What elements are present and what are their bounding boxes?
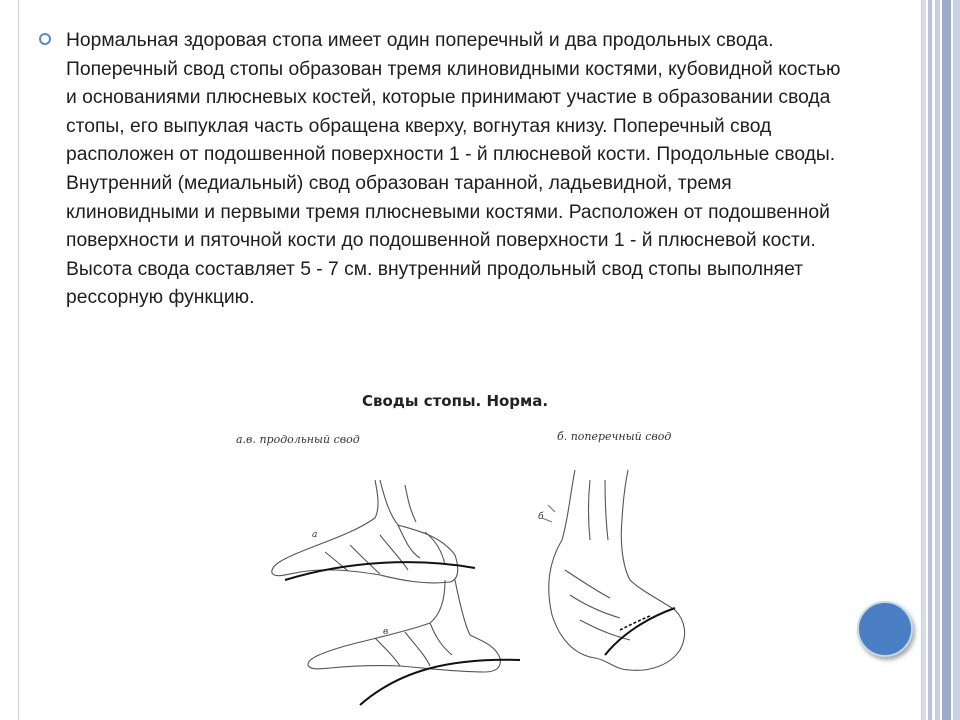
marker-a: а [312,530,318,540]
arch-curve-a [285,562,475,580]
body-paragraph: Нормальная здоровая стопа имеет один поперечный и два продольных свода. Поперечный свод стопы образован тремя клиновидными костями, кубовидной костью и основаниями плюсневых костей, которые принимают участие в образовании свода стопы, его выпуклая часть обращена кверху, вогнутая книзу. Поперечный свод расположен от подошвенной поверхности 1 - й плюсневой кости. Продольные своды. Внутренний (медиальный) свод образован таранной, ладьевидной, тремя клиновидными и первыми тремя плюсневыми костями. Расположен от подошвенной поверхности и пяточной кости до подошвенной поверхности 1 - й плюсневой кости. Высота свода составляет 5 - 7 см. внутренний продольный свод стопы выполняет рессорную функцию. [66,30,841,309]
marker-b: б [538,512,544,522]
label-longitudinal-arch: а.в. продольный свод [236,433,360,446]
figure-title: Своды стопы. Норма. [362,392,549,410]
label-transverse-arch: б. поперечный свод [557,430,672,443]
bullet-icon [39,33,51,45]
foot-outline-a [272,480,458,583]
foot-arches-illustration [230,440,710,720]
decorative-circle [857,601,913,657]
foot-outline-b [549,470,685,670]
arch-curve-v [360,660,520,705]
marker-v: в [383,627,389,637]
foot-outline-v [308,580,500,672]
side-decoration [922,0,960,720]
arch-curve-b [605,608,675,655]
